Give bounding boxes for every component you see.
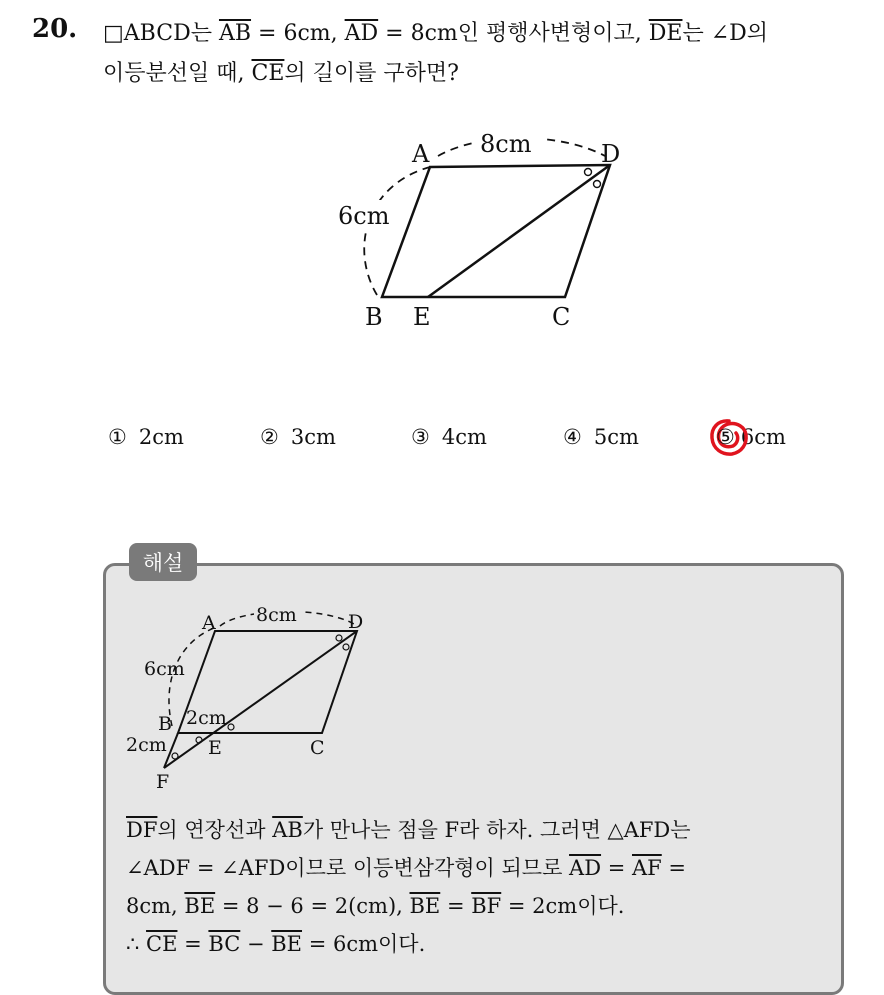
label-e: E [208,737,222,759]
segment-df: $\overline{DF}$ [126,818,158,842]
choice-text: 3cm [290,425,336,449]
segment-ce: $\overline{CE}$ [146,932,178,956]
question-text-part: □ABCD는 [103,21,219,46]
choice-marker: ④ [563,425,582,449]
question-text-part: 는 ∠D의 [682,21,769,46]
choice-text: 2cm [138,425,184,449]
segment-be: $\overline{BE}$ [184,894,216,918]
angle-mark [343,644,349,650]
solution-line-2 [126,849,826,887]
choice-text: 5cm [593,425,639,449]
question-line-1 [103,14,863,54]
label-d: D [348,611,364,633]
angle-mark [172,753,178,759]
label-len-ad: 8cm [256,604,297,626]
choice-5[interactable] [716,425,786,449]
choice-marker: ② [260,425,279,449]
label-len-bf: 2cm [126,734,167,756]
segment-ab: $\overline{AB}$ [272,818,303,842]
label-b: B [365,303,383,331]
answer-choices [108,425,828,461]
solution-text-part: = 8 − 6 = 2(cm), [215,894,410,918]
solution-line-4 [126,925,826,963]
solution-text-part: = [177,932,209,956]
solution-text-part: = [661,856,687,880]
label-len-ab: 6cm [144,658,185,680]
question-line-2 [103,54,863,94]
solution-text-part: − [240,932,272,956]
solution-text-part: ∴ [126,932,147,956]
choice-3[interactable] [411,425,487,449]
question-text [103,14,863,94]
solution-text-part: = [440,894,472,918]
angle-mark [594,181,601,188]
segment-ab: $\overline{AB}$ [218,21,252,46]
label-f: F [156,771,170,793]
question-number: 20. [32,14,78,44]
segment-ce: $\overline{CE}$ [251,61,285,86]
solution-line-3 [126,887,826,925]
arc-ab-dashed [364,167,430,295]
choice-marker: ③ [411,425,430,449]
label-e: E [413,303,431,331]
solution-text-part: = 2cm이다. [501,894,625,918]
label-a: A [202,612,216,634]
choice-marker: ① [108,425,127,449]
segment-be: $\overline{BE}$ [409,894,441,918]
solution-text-part: ∠ADF = ∠AFD이므로 이등변삼각형이 되므로 [126,856,570,880]
solution-text-part: 가 만나는 점을 F라 하자. 그러면 △AFD는 [302,818,691,842]
solution-text-part: 8cm, [126,894,185,918]
segment-be: $\overline{BE}$ [271,932,303,956]
segment-de-line [428,165,610,297]
label-len-be: 2cm [186,707,227,729]
label-a: A [412,140,430,168]
angle-mark [336,635,342,641]
segment-af: $\overline{AF}$ [632,856,662,880]
parallelogram-abcd [382,165,610,297]
choice-text: 6cm [740,425,786,449]
solution-tab: 해설 [129,543,197,581]
choice-text: 4cm [441,425,487,449]
solution-text-part: 의 연장선과 [157,818,273,842]
solution-line-1 [126,811,826,849]
label-c: C [310,737,325,759]
choice-2[interactable] [260,425,336,449]
label-c: C [552,303,571,331]
segment-de: $\overline{DE}$ [648,21,683,46]
angle-mark [585,169,592,176]
segment-bf: $\overline{BF}$ [471,894,502,918]
angle-mark [228,724,234,730]
label-d: D [601,140,621,168]
choice-4[interactable] [563,425,639,449]
question-text-part: = 8cm인 평행사변형이고, [378,21,649,46]
choice-1[interactable] [108,425,184,449]
solution-text-part: = 6cm이다. [302,932,426,956]
label-len-ad: 8cm [480,130,532,158]
label-b: B [158,713,172,735]
solution-figure [122,598,392,798]
segment-bc: $\overline{BC}$ [208,932,241,956]
segment-ad: $\overline{AD}$ [569,856,602,880]
question-text-part: 의 길이를 구하면? [284,61,459,86]
segment-df-line [164,631,357,768]
segment-ad: $\overline{AD}$ [344,21,379,46]
label-len-ab: 6cm [338,202,390,230]
choice-marker: ⑤ [716,425,735,449]
solution-text-part: = [601,856,632,880]
question-text-part: = 6cm, [251,21,345,46]
parallelogram-figure [320,120,640,335]
solution-text [126,811,826,963]
question-text-part: 이등분선일 때, [103,61,252,86]
